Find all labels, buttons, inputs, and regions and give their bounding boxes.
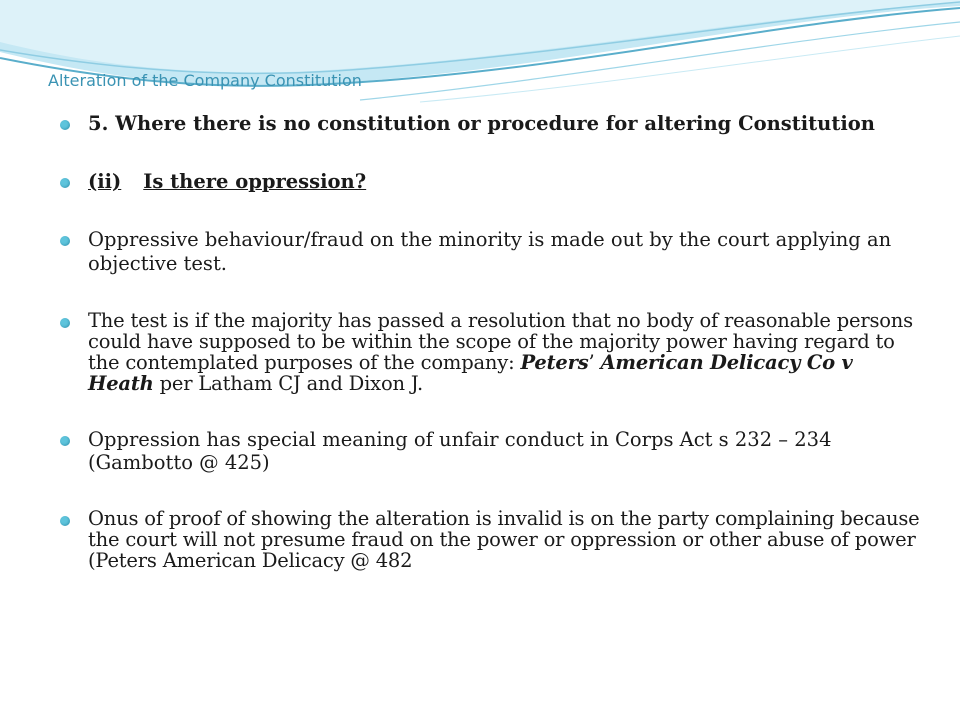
bullet-majority-test — [60, 310, 920, 394]
bullet-oppression-question — [60, 170, 920, 194]
bullet-objective-test — [60, 228, 920, 276]
bullet-dot-icon — [60, 236, 70, 246]
bullet-number — [88, 170, 366, 193]
bullet-dot-icon — [60, 120, 70, 130]
bullet-text: Oppressive behaviour/fraud on the minority is made out by the court applying an objective test. — [88, 228, 892, 275]
bullet-text: 5. Where there is no constitution or procedure for altering Constitution — [88, 112, 875, 135]
bullet-text: The test is if the majority has passed a resolution that no body of reasonable persons could have supposed to be within the scope of the majority power having regard to the contemplated purposes of the company: — [88, 309, 913, 374]
bullet-onus-of-proof — [60, 508, 920, 571]
bullet-list — [60, 108, 920, 571]
bullet-heading-no-constitution — [60, 112, 920, 136]
slide-title: Alteration of the Company Constitution — [48, 71, 362, 90]
case-name-american-delicacy: American Delicacy Co v Heath — [88, 351, 853, 395]
header-wave-decoration — [0, 0, 960, 120]
bullet-text: Oppression has special meaning of unfair conduct in Corps Act s 232 – 234 (Gambotto @ 425) — [88, 428, 832, 474]
bullet-text-tail: per Latham CJ and Dixon J. — [153, 372, 423, 395]
bullet-special-meaning — [60, 428, 920, 474]
bullet-text: Is there oppression? — [143, 170, 367, 193]
bullet-number-text: (ii) — [88, 170, 122, 193]
bullet-dot-icon — [60, 318, 70, 328]
case-name-peters: Peters — [520, 351, 589, 374]
bullet-dot-icon — [60, 516, 70, 526]
apostrophe: ’ — [588, 351, 595, 374]
bullet-dot-icon — [60, 436, 70, 446]
bullet-text: Onus of proof of showing the alteration is invalid is on the party complaining because the court will not presume fraud on the power or oppression or other abuse of power (Peters American Delicacy @ 482 — [88, 507, 920, 572]
bullet-dot-icon — [60, 178, 70, 188]
